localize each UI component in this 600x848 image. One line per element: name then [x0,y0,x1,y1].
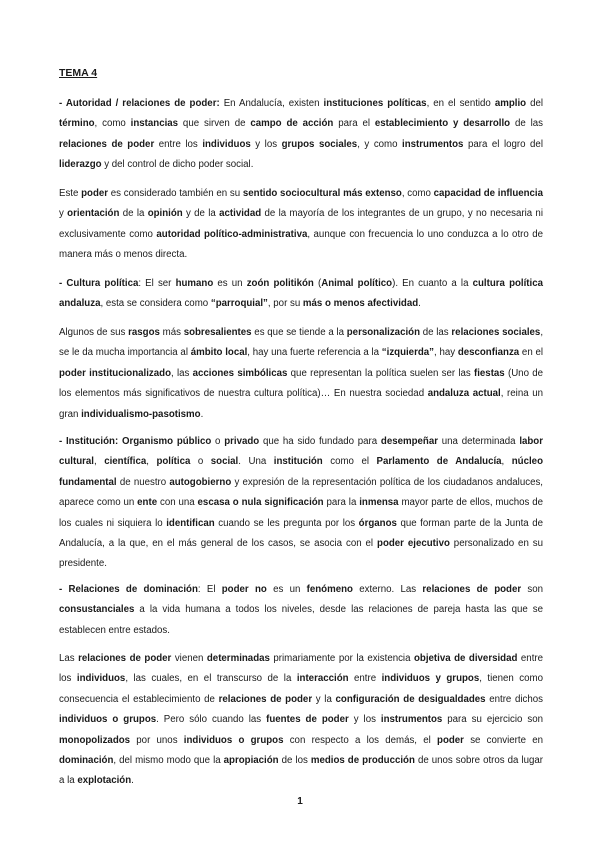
text-run: y de la [182,208,220,220]
text-run: y [59,208,68,220]
bold-term: configuración de desigualdades [335,693,486,705]
text-run: a la vida humana a todos los niveles, desde las relaciones de pareja hasta las que se establecen entre estados. [59,604,543,636]
text-run: , [146,456,157,468]
bold-term: institución [273,456,323,468]
text-run: con una [157,497,198,509]
text-run: , las cuales, en el transcurso de la [125,673,297,685]
bold-term: individuos [202,138,251,150]
text-run: como el [322,456,377,468]
bold-term: consustanciales [59,604,135,616]
bold-term: Parlamento de Andalucía [376,456,502,468]
text-run: cuando se les pregunta por los [214,517,359,529]
bold-term: poder [81,188,109,199]
text-run: , en el sentido [426,98,495,109]
paragraph-autoridad [59,94,543,176]
text-run: de nuestro [116,476,170,488]
text-run: , del mismo modo que la [113,755,224,767]
bold-term: instrumentos [380,714,443,726]
text-run: entre los [59,653,543,685]
text-run: para el [333,118,375,130]
paragraph-rasgos [59,323,543,425]
bold-term: explotación [77,775,132,787]
bold-term: poder ejecutivo [377,538,450,550]
text-run: vienen [171,653,207,664]
bold-term: instituciones políticas [323,98,427,109]
text-run: de la [119,208,148,220]
text-run: Este [59,188,82,199]
text-run: personalizado en su presidente. [59,538,543,570]
bold-term: liderazgo [59,159,102,171]
bold-term: zoón politikón [246,278,314,289]
text-run: de unos sobre otros da lugar a la [59,755,543,787]
document-title: TEMA 4 [59,67,98,79]
text-run: o [190,456,211,468]
text-run: en el [519,347,543,359]
text-run: entre dichos [485,693,544,705]
bold-term: interacción [296,673,349,685]
text-run: para su ejercicio son [442,714,543,726]
bold-term: ente [137,497,158,509]
text-run: de las [510,118,544,130]
bold-term: relaciones sociales [451,327,541,338]
bold-term: “parroquial” [210,298,268,310]
bold-term: “izquierda” [381,347,434,359]
text-run: del [526,98,543,109]
bold-term: autogobierno [169,476,232,488]
text-run: entre los [154,138,203,150]
text-run: que sirven de [178,118,251,130]
text-run: es considerado también en su [108,188,243,199]
bold-term: fiestas [474,367,505,379]
text-run: más [159,327,184,338]
text-run: mayor parte de ellos, muchos de los cuales ni siquiera lo [59,497,543,529]
bold-term: política [156,456,191,468]
text-run: En Andalucía, existen [219,98,324,109]
text-run: (Uno de los elementos más significativos de nuestra cultura política)… En nuestra sociedad [59,367,543,400]
text-run: de la mayoría de los integrantes de un grupo, y no necesaria ni exclusivamente como [59,208,543,240]
bold-term: - Relaciones de dominación [59,584,198,595]
text-run: de las [419,327,452,338]
bold-term: relaciones de poder [218,693,313,705]
text-run: . Pero sólo cuando las [156,714,267,726]
bold-term: instrumentos [402,138,464,150]
text-run: ). En cuanto a la [392,278,473,289]
text-run: por unos [130,734,184,746]
text-run: primariamente por la existencia [269,653,414,664]
text-run: o [211,436,225,447]
text-run: para la [323,497,360,509]
bold-term: relaciones de poder [78,653,172,664]
text-run: y la [312,693,336,705]
bold-term: social [210,456,239,468]
text-run: para el logro del [463,138,543,150]
text-run: , esta se considera como [100,298,211,310]
bold-term: desempeñar [380,436,438,447]
paragraph-relaciones-poder [59,649,543,792]
bold-term: individuos o grupos [59,714,157,726]
bold-term: andaluza actual [427,388,501,400]
bold-term: identifican [166,517,215,529]
bold-term: monopolizados [59,734,131,746]
bold-term: determinadas [206,653,270,664]
text-run: , [501,456,512,468]
bold-term: individuos [76,673,126,685]
bold-term: instancias [130,118,179,130]
bold-term: ámbito local [190,347,248,359]
bold-term: fuentes de poder [266,714,349,726]
bold-term: opinión [147,208,183,220]
text-run: es un [213,278,247,289]
bold-term: personalización [346,327,420,338]
bold-term: cultura política andaluza [59,278,543,310]
text-run: de los [278,755,311,767]
bold-term: capacidad de influencia [433,188,544,199]
bold-term: científica [104,456,147,468]
bold-term: Animal político [321,278,393,289]
text-run: , reina un gran [59,388,543,420]
bold-term: sobresalientes [183,327,252,338]
bold-term: inmensa [359,497,399,509]
text-run: y expresión de la representación política de los ciudadanos andaluces, aparece como un [59,476,543,509]
text-run: que ha sido fundado para [259,436,381,447]
text-run: es un [266,584,307,595]
bold-term: grupos sociales [281,138,358,150]
paragraph-institucion [59,432,543,575]
text-run: que forman parte de la Junta de Andalucía, a la que, en el más general de los casos, se asocia con el [59,517,544,550]
bold-term: órganos [358,517,397,529]
bold-term: - Autoridad / relaciones de poder: [59,98,220,109]
page-number: 1 [297,796,303,807]
text-run: , tienen como consecuencia el establecimiento de [59,673,543,705]
text-run: , aunque con frecuencia lo uno conduzca a lo otro de manera más o menos directa. [59,228,543,261]
bold-term: dominación [59,755,114,767]
text-run: es que se tiende a la [251,327,347,338]
bold-term: orientación [67,208,120,220]
bold-term: individualismo-pasotismo [81,408,201,420]
bold-term: amplio [494,98,527,109]
bold-term: actividad [219,208,262,220]
bold-term: desconfianza [457,347,520,359]
text-run: y los [250,138,282,150]
text-run: . Una [238,456,274,468]
text-run: y los [348,714,381,726]
text-run: ( [313,278,322,289]
bold-term: individuos y grupos [381,673,480,685]
text-run: entre [348,673,382,685]
bold-term: poder no [221,584,267,595]
bold-term: campo de acción [250,118,334,130]
paragraph-cultura-politica [59,274,543,315]
bold-term: humano [175,278,214,289]
text-run: . [200,408,204,420]
bold-term: rasgos [128,327,160,338]
bold-term: relaciones de poder [59,138,155,150]
text-run: que representan la política suelen ser las [287,367,474,379]
bold-term: labor cultural [59,436,543,468]
text-run: , hay [434,347,458,359]
bold-term: relaciones de poder [422,584,522,595]
bold-term: privado [224,436,260,447]
bold-term: establecimiento y desarrollo [374,118,511,130]
text-run: , por su [267,298,303,310]
paragraph-poder [59,184,543,266]
text-run: se convierte en [463,734,543,746]
bold-term: apropiación [223,755,279,767]
bold-term: individuos o grupos [183,734,284,746]
text-run: , y como [357,138,403,150]
text-run: con respecto a los demás, el [283,734,438,746]
bold-term: escasa o nula significación [197,497,324,509]
bold-term: núcleo fundamental [59,456,543,488]
text-run: externo. Las [352,584,423,595]
text-run: . [131,775,134,787]
text-run: Las [59,653,79,664]
text-run: : El [197,584,222,595]
text-run: Algunos de sus [59,327,129,338]
text-run: : El ser [138,278,176,289]
paragraph-relaciones-dominacion [59,580,543,641]
bold-term: poder [437,734,464,746]
bold-term: más o menos afectividad [302,298,419,310]
text-run: , las [170,367,193,379]
text-run: , [94,456,105,468]
text-run: , hay una fuerte referencia a la [247,347,382,359]
bold-term: - Institución: Organismo público [59,436,212,447]
bold-term: autoridad político-administrativa [156,228,308,240]
bold-term: fenómeno [306,584,353,595]
bold-term: medios de producción [310,755,415,767]
bold-term: - Cultura política [59,278,139,289]
text-run: son [521,584,544,595]
bold-term: acciones simbólicas [192,367,288,379]
bold-term: poder institucionalizado [59,367,171,379]
text-run: , como [401,188,434,199]
text-run: una determinada [438,436,520,447]
text-run: . [418,298,421,310]
text-run: , como [94,118,131,130]
bold-term: sentido sociocultural más extenso [242,188,402,199]
text-run: y del control de dicho poder social. [101,159,254,171]
text-run: , se le da mucha importancia al [59,327,544,359]
bold-term: objetiva de diversidad [414,653,518,664]
bold-term: término [59,118,95,130]
